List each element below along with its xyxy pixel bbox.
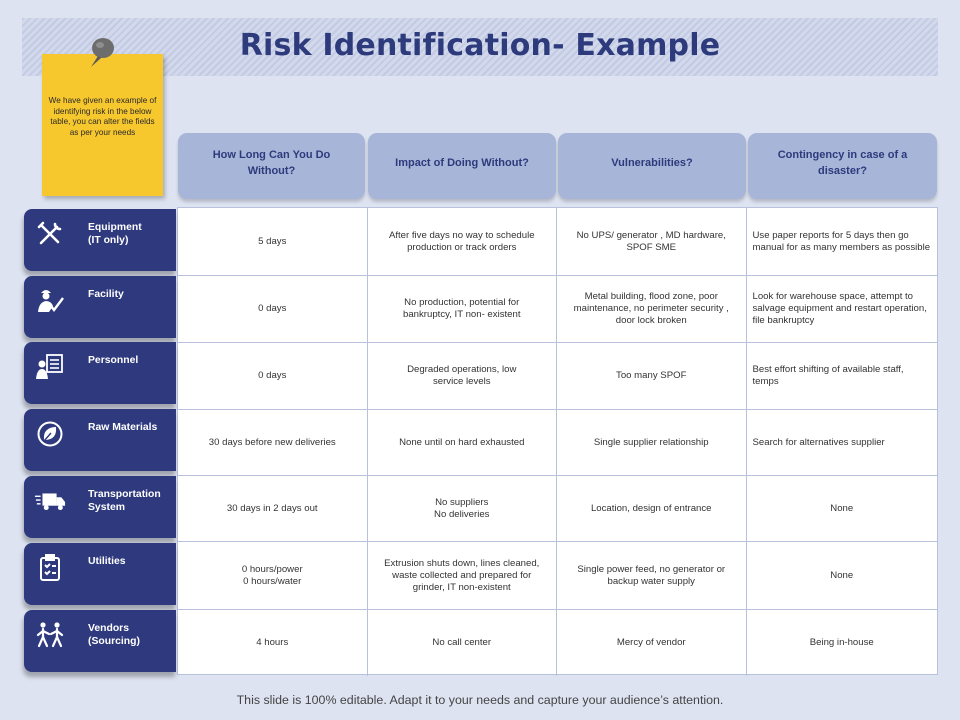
- row-header-transportation: [24, 476, 176, 538]
- table-cell: 30 days before new deliveries: [178, 410, 368, 475]
- row-label: Personnel: [88, 355, 139, 366]
- row-header-equipment: [24, 209, 176, 271]
- footer-text: This slide is 100% editable. Adapt it to your needs and capture your audience’s attention.: [236, 693, 724, 707]
- table-cell: 30 days in 2 days out: [178, 476, 368, 541]
- sticky-note: We have given an example of identifying risk in the below table, you can alter the fields as per your needs: [42, 54, 163, 196]
- table-cell: None: [830, 569, 854, 581]
- risk-table: [177, 207, 938, 675]
- row-label: Utilities: [88, 556, 126, 567]
- clipboard-icon: [34, 552, 66, 584]
- table-cell: Mercy of vendor: [557, 610, 747, 676]
- page-title: Risk Identification- Example: [239, 28, 721, 63]
- worker-check-icon: [34, 285, 66, 317]
- table-cell: Look for warehouse space, attempt to salvage equipment and restart operation, file bankruptcy: [752, 291, 927, 326]
- table-cell: 4 hours: [178, 610, 368, 676]
- column-header-how-long: How Long Can You Do Without?: [178, 133, 365, 199]
- table-row-vendors: [178, 610, 937, 676]
- table-cell: Best effort shifting of available staff, temps: [752, 364, 904, 387]
- leaf-circle-icon: [34, 418, 66, 450]
- column-header-vulnerabilities: Vulnerabilities?: [558, 133, 746, 199]
- table-row-raw-materials: [178, 410, 937, 476]
- row-header-personnel: [24, 342, 176, 404]
- row-label: Transportation System: [88, 489, 161, 513]
- column-header-contingency: Contingency in case of a disaster?: [748, 133, 937, 199]
- people-walking-icon: [34, 619, 66, 651]
- table-cell: 0 hours/power 0 hours/water: [178, 542, 368, 609]
- table-row-transportation: [178, 476, 937, 542]
- row-header-vendors: [24, 610, 176, 672]
- pushpin-icon: [86, 36, 120, 70]
- table-cell: No suppliers No deliveries: [368, 476, 558, 541]
- table-row-personnel: [178, 343, 937, 410]
- table-cell: Degraded operations, low service levels: [368, 343, 558, 409]
- table-cell: 0 days: [178, 276, 368, 342]
- row-label: Raw Materials: [88, 422, 158, 433]
- table-cell: None: [830, 502, 854, 514]
- table-row-equipment: [178, 208, 937, 276]
- table-cell: No production, potential for bankruptcy, IT non- existent: [368, 276, 558, 342]
- table-cell: Metal building, flood zone, poor maintenance, no perimeter security , door lock broken: [557, 276, 747, 342]
- row-label: Vendors (Sourcing): [88, 623, 140, 647]
- table-cell: Location, design of entrance: [557, 476, 747, 541]
- truck-icon: [34, 485, 66, 517]
- row-header-raw-materials: [24, 409, 176, 471]
- table-cell: Being in-house: [809, 637, 874, 648]
- table-cell: No call center: [368, 610, 558, 676]
- table-row-facility: [178, 276, 937, 343]
- column-header-impact: Impact of Doing Without?: [368, 133, 556, 199]
- tools-icon: [34, 218, 66, 250]
- row-header-utilities: [24, 543, 176, 605]
- table-cell: Extrusion shuts down, lines cleaned, waste collected and prepared for grinder, IT non-existent: [368, 542, 558, 609]
- row-header-facility: [24, 276, 176, 338]
- personnel-board-icon: [34, 351, 66, 383]
- table-cell: No UPS/ generator , MD hardware, SPOF SME: [557, 208, 747, 275]
- row-label: Equipment (IT only): [88, 222, 142, 246]
- table-cell: Search for alternatives supplier: [752, 436, 885, 448]
- table-cell: Use paper reports for 5 days then go manual for as many members as possible: [752, 229, 931, 253]
- table-cell: None until on hard exhausted: [368, 410, 558, 475]
- table-cell: 0 days: [178, 343, 368, 409]
- table-row-utilities: [178, 542, 937, 610]
- table-cell: Too many SPOF: [557, 343, 747, 409]
- table-cell: After five days no way to schedule production or track orders: [368, 208, 558, 275]
- row-label: Facility: [88, 289, 124, 300]
- table-cell: Single supplier relationship: [557, 410, 747, 475]
- table-cell: Single power feed, no generator or backup water supply: [557, 542, 747, 609]
- table-cell: 5 days: [178, 208, 368, 275]
